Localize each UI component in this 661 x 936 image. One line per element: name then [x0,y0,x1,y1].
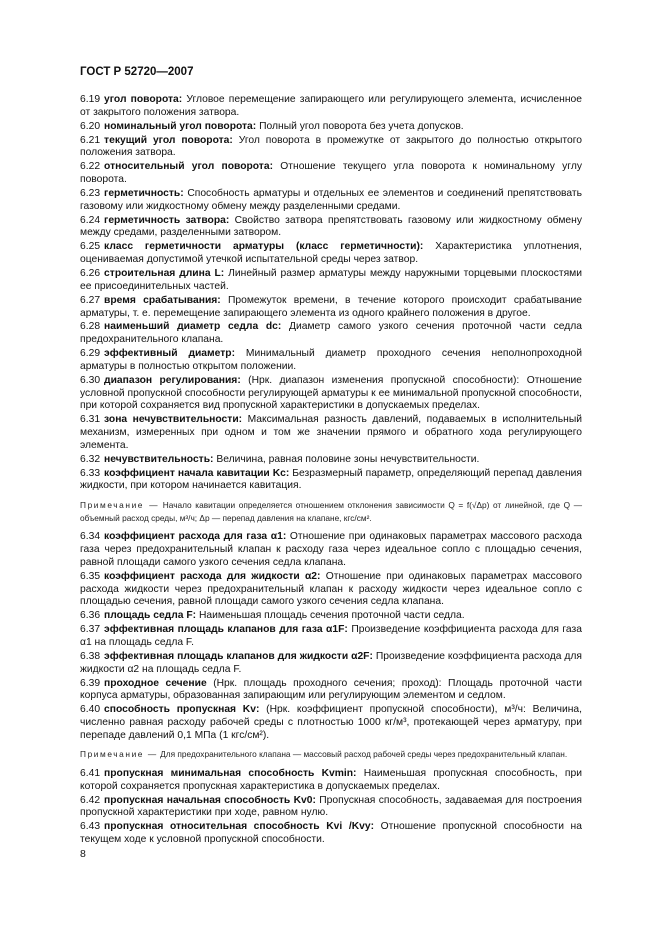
entry-term: строительная длина L: [104,268,225,280]
entry-number: 6.22 [80,161,101,173]
entry-number: 6.39 [80,677,101,689]
note-text: Для предохранительного клапана — массовый расход рабочей среды через предохранительный клапан. [160,749,568,760]
definition-entry [80,94,582,120]
document-header: ГОСТ Р 52720—2007 [80,66,194,78]
entry-definition: Отношение пропускной способности на текущем ходе к условной пропускной способности. [80,821,582,846]
entry-number: 6.42 [80,794,101,806]
entry-number: 6.26 [80,268,101,280]
definition-entry [80,161,582,187]
entry-number: 6.19 [80,94,101,105]
entry-definition: Пропускная способность, задаваемая для построения пропускной характеристики при ходе, равном нулю. [80,794,582,819]
entry-number: 6.37 [80,624,101,636]
entry-term: зона нечувствительности: [104,414,243,426]
entry-term: время срабатывания: [104,294,221,306]
entry-number: 6.31 [80,414,101,426]
entry-definition: Угол поворота в промежутке от закрытого до полностью открытого положения затвора. [80,134,582,159]
definition-entry [80,821,582,847]
entry-definition: Способность арматуры и отдельных ее элементов и соединений препятствовать газовому или жидкостному обмену между разделенными средами. [80,188,582,212]
definition-entry [80,348,582,374]
entry-number: 6.32 [80,453,101,465]
entry-definition: Полный угол поворота без учета допусков. [259,120,464,132]
definition-entry [80,295,582,321]
entry-number: 6.20 [80,120,101,132]
entry-number: 6.23 [80,188,101,199]
note-text: Начало кавитации определяется отношением отклонения зависимости Q = f(√Δp) от линейной, где Q — объемный расход среды, м³/ч; Δp — перепад давления на клапане, кгс/см². [80,500,582,523]
entry-term: диапазон регулирования: [104,374,241,386]
entry-term: класс герметичности арматуры (класс герметичности): [104,241,424,253]
entry-term: наименьший диаметр седла dс: [104,321,282,333]
note-cavitation [80,499,582,524]
entry-number: 6.29 [80,348,101,360]
entry-definition: Отношение при одинаковых параметрах массового расхода жидкости через предохранительный клапан к расходу жидкости через идеальное сопло с площадью сечения, равной площади самого узкого сечения седла клапана. [80,570,582,608]
entry-number: 6.41 [80,768,101,780]
entry-definition: Диаметр самого узкого сечения проточной части седла предохранительного клапана. [80,321,582,346]
definition-entry [80,704,582,742]
definition-entry [80,531,582,569]
entry-definition: Наименьшая пропускная способность, при которой сохраняется пропускная характеристика в допускаемых пределах. [80,768,582,792]
definition-entry [80,571,582,609]
entry-number: 6.38 [80,650,101,662]
document-body [80,94,582,848]
entry-definition: Отношение при одинаковых параметрах массового расхода газа через предохранительный клапан к расходу газа через идеальное сопло с площадью сечения, равной площади самого узкого сечения седла клапана. [80,531,582,568]
definition-entry [80,268,582,294]
definition-entry [80,375,582,413]
entry-term: пропускная относительная способность Kvi /Kvy: [104,821,375,833]
entry-term: герметичность затвора: [104,214,230,226]
entry-definition: Произведение коэффициента расхода для жидкости α2 на площадь седла F. [80,650,582,675]
entry-number: 6.27 [80,294,101,306]
entry-term: герметичность: [104,188,184,199]
entry-term: нечувствительность: [104,453,214,465]
entry-definition: Наименьшая площадь сечения проточной части седла. [198,610,465,622]
definition-entry [80,624,582,650]
entry-number: 6.40 [80,704,101,716]
definitions-list-1 [80,94,582,493]
entry-term: пропускная начальная способность Kv0: [104,794,316,806]
entry-number: 6.28 [80,321,101,333]
definition-entry [80,795,582,821]
definition-entry [80,651,582,677]
entry-definition: Произведение коэффициента расхода для газа α1 на площадь седла F. [80,624,582,648]
entry-term: угол поворота: [104,94,183,105]
entry-number: 6.21 [80,134,101,146]
note-label: Примечание — [80,500,160,511]
entry-definition: Характеристика уплотнения, оцениваемая допустимой утечкой испытательной среды через затвор. [80,241,582,266]
entry-number: 6.30 [80,374,101,386]
entry-number: 6.35 [80,570,101,582]
entry-term: относительный угол поворота: [104,161,274,173]
entry-term: эффективный диаметр: [104,348,236,360]
entry-definition: Безразмерный параметр, определяющий перепад давления жидкости, при котором начинается кавитация. [80,467,582,492]
entry-definition: (Нрк. площадь проходного сечения; проход): Площадь проточной части корпуса арматуры, образованная запирающим или регулирующим элементом и седлом. [80,677,582,702]
entry-term: коэффициент расхода для жидкости α2: [104,570,321,582]
note-safety-valve [80,748,582,761]
definition-entry [80,610,582,623]
entry-number: 6.43 [80,821,101,833]
entry-term: эффективная площадь клапанов для жидкости α2F: [104,650,373,662]
entry-definition: Отношение текущего угла поворота к номинальному углу поворота. [80,161,582,186]
definition-entry [80,414,582,452]
entry-definition: Величина, равная половине зоны нечувствительности. [216,453,480,465]
definition-entry [80,678,582,704]
entry-term: коэффициент начала кавитации Kс: [104,467,290,479]
entry-definition: Угловое перемещение запирающего или регулирующего элемента, исчисленное от закрытого положения затвора. [80,94,582,118]
entry-definition: Промежуток времени, в течение которого происходит срабатывание арматуры, т. е. перемещение запирающего элемента из одного крайнего положения в другое. [80,294,582,319]
entry-term: пропускная минимальная способность Kvmin: [104,768,357,780]
entry-definition: (Нрк. диапазон изменения пропускной способности): Отношение условной пропускной способности регулирующей арматуры к ее минимальной пропускной способности, при которой сохраняется вид пропускной характеристики в допускаемых пределах. [80,374,582,412]
definition-entry [80,135,582,161]
page-number: 8 [80,848,86,860]
entry-definition: Минимальный диаметр проходного сечения неполнопроходной арматуры в полностью открытом положении. [80,348,582,372]
entry-number: 6.24 [80,214,101,226]
entry-term: проходное сечение [104,677,207,689]
definition-entry [80,454,582,467]
definition-entry [80,215,582,241]
entry-number: 6.33 [80,467,101,479]
definition-entry [80,241,582,267]
definition-entry [80,321,582,347]
entry-term: коэффициент расхода для газа α1: [104,531,287,543]
definition-entry [80,468,582,494]
entry-definition: Свойство затвора препятствовать газовому или жидкостному обмену между средами, разделенными затвором. [80,214,582,239]
entry-term: эффективная площадь клапанов для газа α1F: [104,624,348,636]
entry-term: номинальный угол поворота: [104,120,257,132]
entry-definition: Максимальная разность давлений, подаваемых в исполнительный механизм, измеренных при одном и том же значении прямого и обратного хода регулирующего элемента. [80,414,582,451]
definitions-list-2 [80,531,582,742]
entry-definition: (Нрк. коэффициент пропускной способности), м³/ч: Величина, численно равная расходу рабочей среды с плотностью 1000 кг/м³, протекающей через арматуру, при перепаде давлений 0,1 МПа (1 кгс/см²). [80,704,582,741]
entry-definition: Линейный размер арматуры между наружными торцевыми плоскостями ее присоединительных частей. [80,268,582,292]
definition-entry [80,121,582,134]
entry-term: способность пропускная Kv: [104,704,260,716]
entry-term: текущий угол поворота: [104,134,233,146]
definition-entry [80,768,582,794]
note-label: Примечание — [80,749,158,760]
definitions-list-3 [80,768,582,847]
entry-number: 6.25 [80,241,101,253]
definition-entry [80,188,582,214]
entry-number: 6.36 [80,610,101,622]
entry-number: 6.34 [80,531,101,543]
entry-term: площадь седла F: [104,610,197,622]
